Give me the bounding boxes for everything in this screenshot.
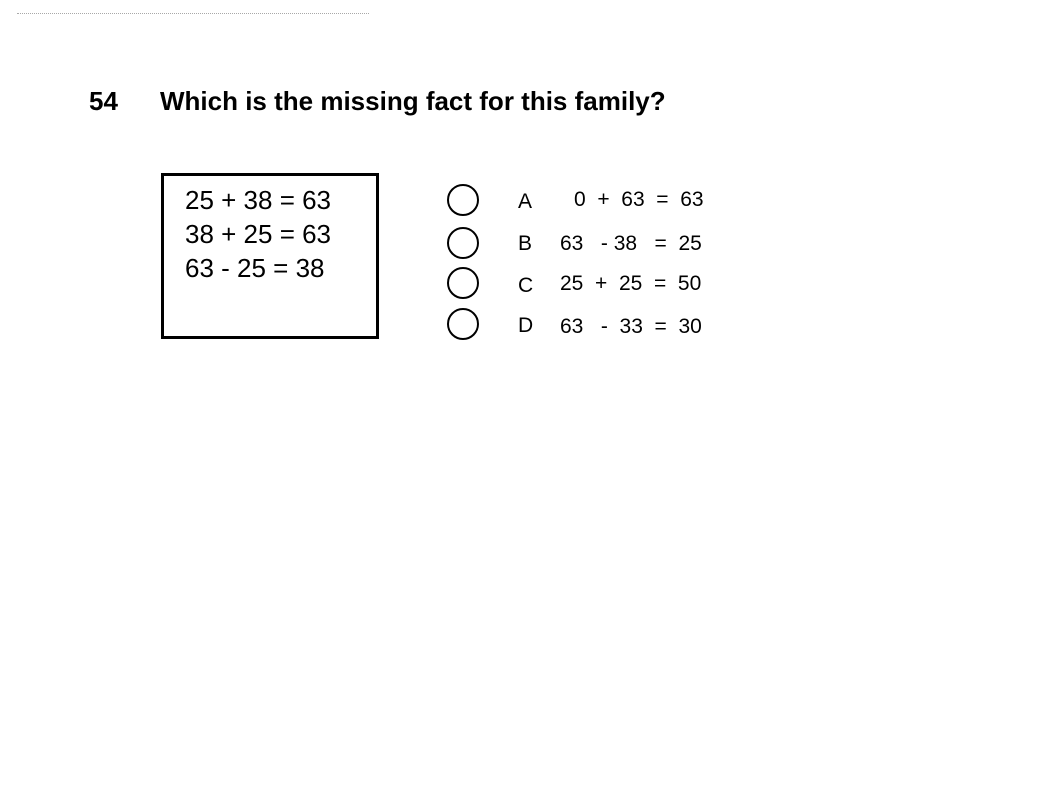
option-expression: 63 - 38 = 25	[560, 232, 702, 255]
answer-bubble-a[interactable]	[447, 184, 479, 216]
option-letter: C	[518, 274, 534, 297]
answer-bubble-b[interactable]	[447, 227, 479, 259]
answer-option-b[interactable]	[447, 227, 747, 261]
option-letter: D	[518, 314, 534, 337]
question-text: Which is the missing fact for this family?	[160, 86, 666, 116]
answer-option-d[interactable]	[447, 308, 747, 342]
fact-line: 63 - 25 = 38	[185, 253, 325, 283]
dotted-header-rule	[17, 13, 369, 14]
answer-option-a[interactable]	[447, 184, 747, 218]
option-expression: 25 + 25 = 50	[560, 272, 702, 295]
option-letter: A	[518, 190, 533, 213]
option-expression: 63 - 33 = 30	[560, 315, 702, 338]
fact-line: 38 + 25 = 63	[185, 219, 332, 249]
fact-family-box	[161, 173, 379, 339]
fact-line: 25 + 38 = 63	[185, 185, 332, 215]
option-letter: B	[518, 232, 533, 255]
answer-bubble-d[interactable]	[447, 308, 479, 340]
option-expression: 0 + 63 = 63	[574, 188, 704, 211]
answer-bubble-c[interactable]	[447, 267, 479, 299]
question-number: 54	[89, 86, 118, 116]
answer-option-c[interactable]	[447, 267, 747, 301]
